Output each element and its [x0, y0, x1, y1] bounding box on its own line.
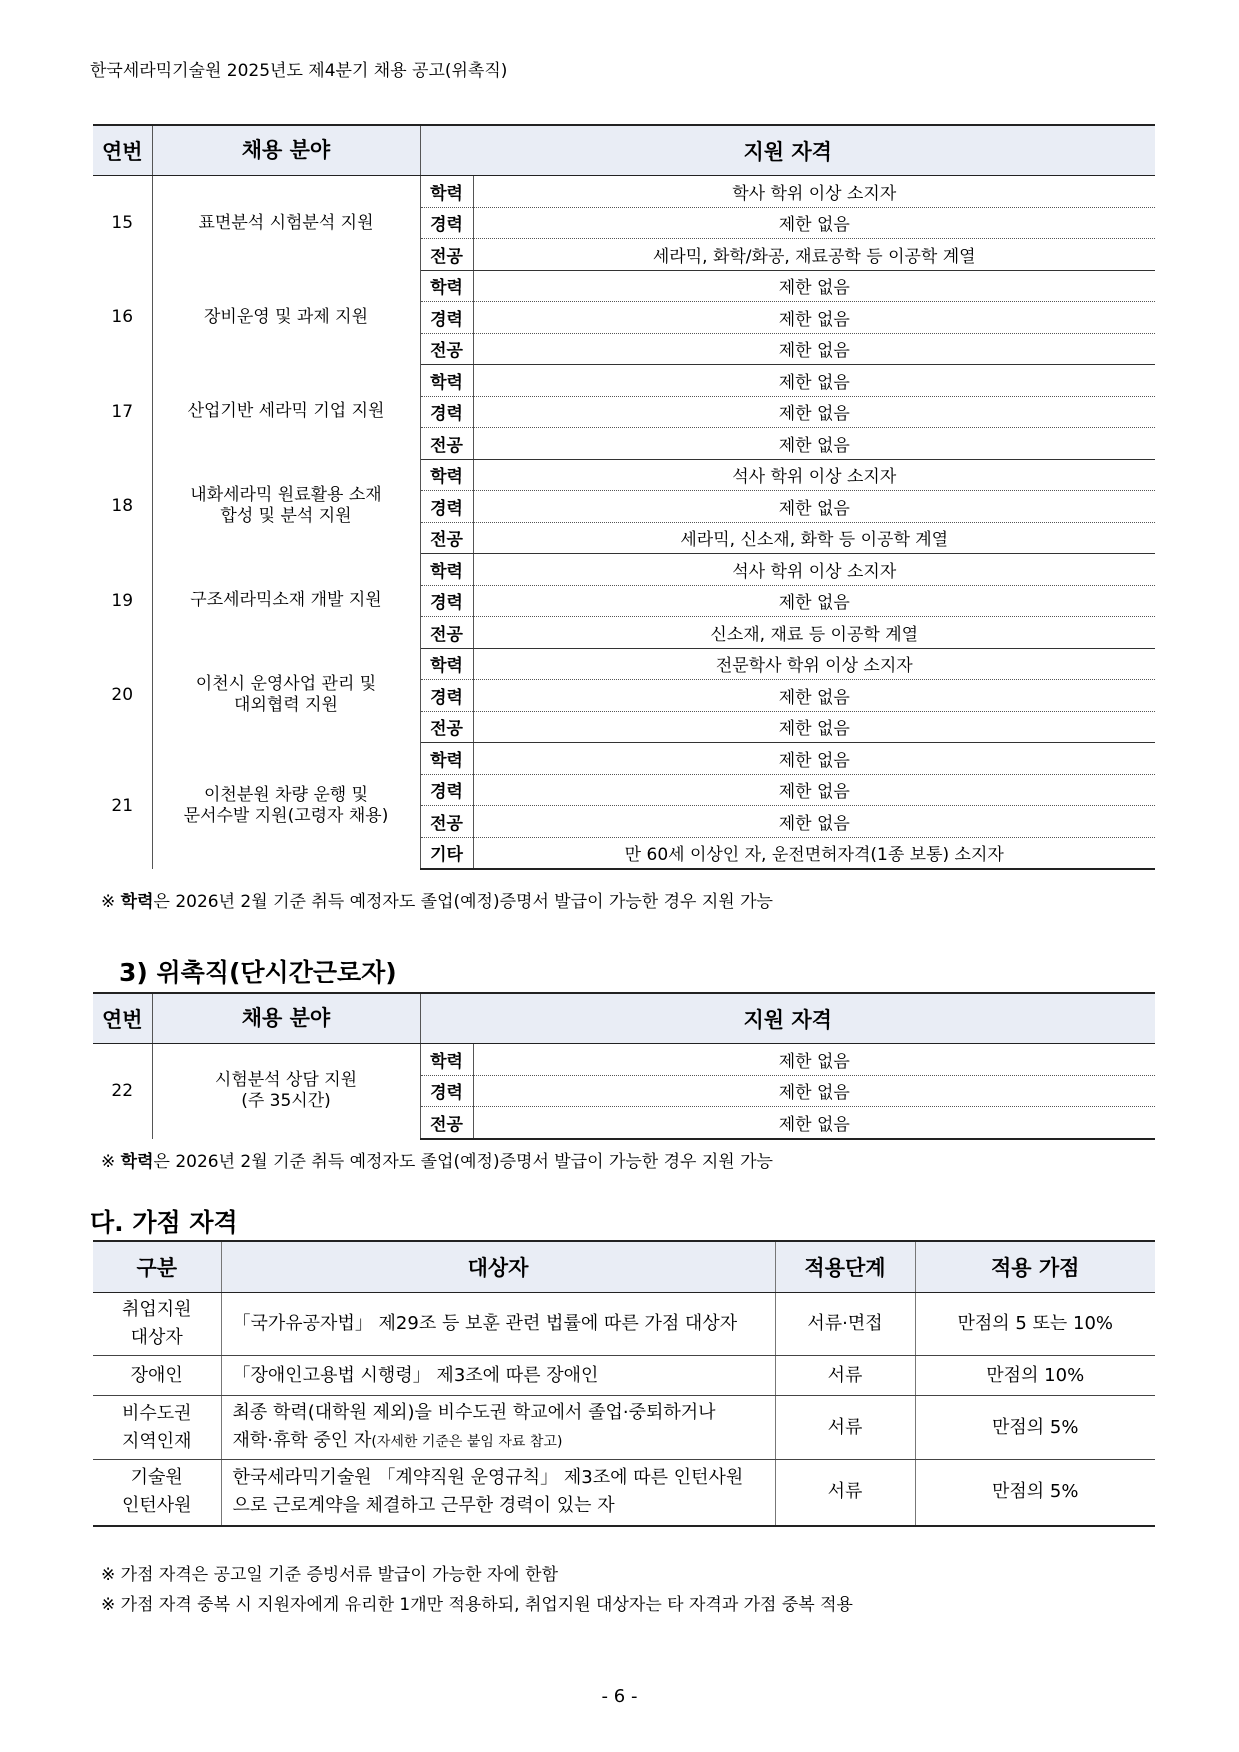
table-row	[93, 743, 1155, 775]
bonus-qualification-table	[93, 1240, 1155, 1527]
qualification-value: 세라믹, 신소재, 화학 등 이공학 계열	[473, 522, 1155, 554]
qualification-value: 석사 학위 이상 소지자	[473, 459, 1155, 491]
qualification-key: 학력	[420, 554, 473, 586]
qualification-value: 제한 없음	[473, 491, 1155, 523]
recruit-field-line: (주 35시간)	[241, 1091, 331, 1112]
bonus-points: 만점의 5%	[915, 1460, 1155, 1526]
qualification-value: 제한 없음	[473, 428, 1155, 460]
bonus-target-line: 으로 근로계약을 체결하고 근무한 경력이 있는 자	[232, 1495, 615, 1517]
recruit-field	[152, 270, 420, 365]
qualification-key: 경력	[420, 207, 473, 239]
bonus-points: 만점의 5%	[915, 1396, 1155, 1460]
qualification-key: 학력	[420, 648, 473, 680]
recruit-field	[152, 743, 420, 870]
section-title-part-time: 3) 위촉직(단시간근로자)	[119, 958, 397, 987]
recruit-field-line: 이천시 운영사업 관리 및	[195, 674, 377, 695]
bonus-target	[221, 1396, 775, 1460]
bonus-category-line: 인턴사원	[121, 1495, 192, 1517]
table-row	[93, 459, 1155, 491]
row-number: 17	[93, 365, 152, 460]
recruit-field-line: 이천분원 차량 운행 및	[203, 784, 368, 805]
table-row	[93, 176, 1155, 208]
qualification-key: 경력	[420, 396, 473, 428]
qualification-value: 제한 없음	[473, 585, 1155, 617]
recruit-field-line: 구조세라믹소재 개발 지원	[190, 590, 382, 611]
recruit-field	[152, 365, 420, 460]
header-target: 대상자	[221, 1241, 775, 1293]
bonus-note-2: ※ 가점 자격 중복 시 지원자에게 유리한 1개만 적용하되, 취업지원 대상자는 타 자격과 가점 중복 적용	[101, 1595, 853, 1615]
qualification-value: 제한 없음	[473, 806, 1155, 838]
bonus-target-line: 「국가유공자법」 제29조 등 보훈 관련 법률에 따른 가점 대상자	[232, 1313, 738, 1334]
table-row	[93, 1396, 1155, 1460]
qualification-value: 제한 없음	[473, 396, 1155, 428]
qualification-value: 제한 없음	[473, 207, 1155, 239]
qualification-key: 기타	[420, 837, 473, 869]
row-number: 16	[93, 270, 152, 365]
qualification-value: 제한 없음	[473, 774, 1155, 806]
qualification-key: 학력	[420, 1044, 473, 1076]
qualification-value: 제한 없음	[473, 743, 1155, 775]
bonus-category	[93, 1396, 221, 1460]
header-qualification: 지원 자격	[420, 993, 1155, 1044]
bonus-target-line: 최종 학력(대학원 제외)을 비수도권 학교에서 졸업·중퇴하거나	[232, 1402, 716, 1423]
table-row	[93, 1293, 1155, 1356]
bonus-target	[221, 1460, 775, 1526]
qualification-key: 전공	[420, 1107, 473, 1139]
recruit-field-line: 산업기반 세라믹 기업 지원	[187, 401, 385, 422]
bonus-target-line-wrap	[233, 1427, 775, 1456]
qualification-key: 경력	[420, 585, 473, 617]
qualification-key: 학력	[420, 459, 473, 491]
bonus-target-line: 한국세라믹기술원 「계약직원 운영규칙」 제3조에 따른 인턴사원	[232, 1467, 744, 1489]
recruit-field-line: 시험분석 상담 지원	[214, 1070, 358, 1091]
row-number: 20	[93, 648, 152, 743]
recruit-field-line: 표면분석 시험분석 지원	[198, 212, 374, 233]
bonus-stage: 서류	[775, 1396, 915, 1460]
qualification-key: 학력	[420, 176, 473, 208]
table-row	[93, 648, 1155, 680]
row-number: 18	[93, 459, 152, 554]
qualification-value: 신소재, 재료 등 이공학 계열	[473, 617, 1155, 649]
section-title-bonus: 다. 가점 자격	[90, 1208, 238, 1237]
qualification-value: 제한 없음	[473, 1107, 1155, 1139]
header-stage: 적용단계	[775, 1241, 915, 1293]
table-row	[93, 270, 1155, 302]
table-row	[93, 365, 1155, 397]
recruit-field	[152, 176, 420, 271]
qualification-value: 석사 학위 이상 소지자	[473, 554, 1155, 586]
bonus-category-line: 비수도권	[121, 1402, 192, 1424]
qualification-value: 만 60세 이상인 자, 운전면허자격(1종 보통) 소지자	[473, 837, 1155, 869]
qualification-value: 제한 없음	[473, 1075, 1155, 1107]
qualification-value: 제한 없음	[473, 680, 1155, 712]
bonus-category-line: 장애인	[130, 1364, 183, 1386]
recruitment-table-main	[93, 124, 1155, 870]
bonus-category	[93, 1356, 221, 1396]
qualification-key: 전공	[420, 806, 473, 838]
recruit-field-line: 장비운영 및 과제 지원	[203, 306, 368, 327]
qualification-value: 전문학사 학위 이상 소지자	[473, 648, 1155, 680]
bonus-category-line: 취업지원	[121, 1299, 192, 1320]
qualification-key: 경력	[420, 680, 473, 712]
qualification-key: 전공	[420, 617, 473, 649]
header-points: 적용 가점	[915, 1241, 1155, 1293]
qualification-key: 전공	[420, 711, 473, 743]
bonus-stage: 서류	[775, 1356, 915, 1396]
bonus-category-line: 기술원	[130, 1467, 183, 1489]
recruit-field	[152, 648, 420, 743]
recruit-field-line: 대외협력 지원	[234, 695, 338, 716]
qualification-key: 경력	[420, 302, 473, 334]
qualification-value: 제한 없음	[473, 711, 1155, 743]
header-category: 구분	[93, 1241, 221, 1293]
qualification-key: 경력	[420, 491, 473, 523]
row-number: 21	[93, 743, 152, 870]
table-row	[93, 554, 1155, 586]
bonus-points: 만점의 5 또는 10%	[915, 1293, 1155, 1356]
bonus-category	[93, 1460, 221, 1526]
header-no: 연번	[93, 125, 152, 176]
qualification-key: 전공	[420, 522, 473, 554]
page-number: - 6 -	[601, 1686, 638, 1707]
qualification-key: 경력	[420, 1075, 473, 1107]
bonus-target-note: (자세한 기준은 붙임 자료 참고)	[371, 1434, 563, 1450]
bonus-category-line: 지역인재	[121, 1430, 192, 1452]
qualification-value: 제한 없음	[473, 333, 1155, 365]
bonus-stage: 서류·면접	[775, 1293, 915, 1356]
qualification-key: 경력	[420, 774, 473, 806]
recruit-field-line: 내화세라믹 원료활용 소재	[190, 485, 382, 506]
qualification-value: 제한 없음	[473, 365, 1155, 397]
table-row	[93, 1044, 1155, 1076]
bonus-category	[93, 1293, 221, 1356]
education-note: ※ 학력은 2026년 2월 기준 취득 예정자도 졸업(예정)증명서 발급이 가능한 경우 지원 가능	[101, 892, 773, 912]
table-row	[93, 1356, 1155, 1396]
bonus-note-1: ※ 가점 자격은 공고일 기준 증빙서류 발급이 가능한 자에 한함	[101, 1565, 559, 1585]
bonus-points: 만점의 10%	[915, 1356, 1155, 1396]
header-no: 연번	[93, 993, 152, 1044]
qualification-key: 전공	[420, 428, 473, 460]
qualification-key: 전공	[420, 239, 473, 271]
header-field: 채용 분야	[152, 125, 420, 176]
education-note-part-time: ※ 학력은 2026년 2월 기준 취득 예정자도 졸업(예정)증명서 발급이 가능한 경우 지원 가능	[101, 1152, 773, 1172]
bonus-stage: 서류	[775, 1460, 915, 1526]
qualification-value: 제한 없음	[473, 302, 1155, 334]
recruit-field	[152, 554, 420, 649]
recruitment-table-part-time	[93, 992, 1155, 1140]
bonus-category-line: 대상자	[130, 1327, 183, 1348]
row-number: 19	[93, 554, 152, 649]
header-field: 채용 분야	[152, 993, 420, 1044]
qualification-value: 학사 학위 이상 소지자	[473, 176, 1155, 208]
qualification-value: 제한 없음	[473, 1044, 1155, 1076]
row-number: 15	[93, 176, 152, 271]
document-header: 한국세라믹기술원 2025년도 제4분기 채용 공고(위촉직)	[90, 61, 508, 81]
bonus-target	[221, 1293, 775, 1356]
qualification-key: 학력	[420, 365, 473, 397]
bonus-target	[221, 1356, 775, 1396]
recruit-field	[152, 1044, 420, 1139]
header-qualification: 지원 자격	[420, 125, 1155, 176]
qualification-value: 세라믹, 화학/화공, 재료공학 등 이공학 계열	[473, 239, 1155, 271]
table-row	[93, 1460, 1155, 1526]
row-number: 22	[93, 1044, 152, 1139]
qualification-key: 전공	[420, 333, 473, 365]
qualification-key: 학력	[420, 270, 473, 302]
recruit-field-line: 합성 및 분석 지원	[220, 506, 352, 527]
recruit-field	[152, 459, 420, 554]
bonus-target-line: 재학·휴학 중인 자	[232, 1430, 372, 1451]
recruit-field-line: 문서수발 지원(고령자 채용)	[183, 805, 389, 826]
qualification-key: 학력	[420, 743, 473, 775]
qualification-value: 제한 없음	[473, 270, 1155, 302]
bonus-target-line: 「장애인고용법 시행령」 제3조에 따른 장애인	[232, 1364, 599, 1386]
